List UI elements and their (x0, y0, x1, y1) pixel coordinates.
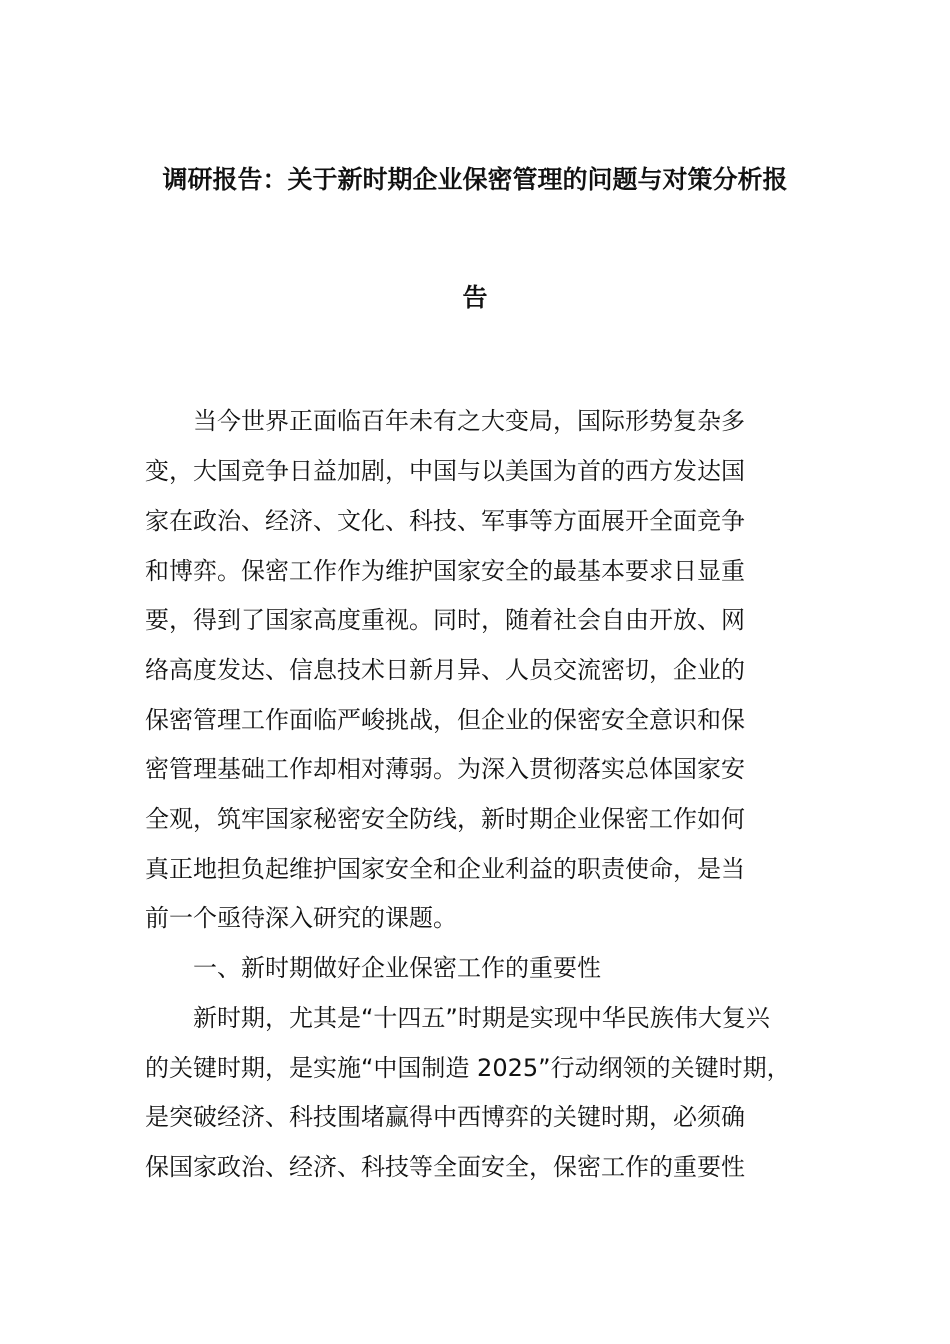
paragraph-line: 是突破经济、科技围堵赢得中西博弈的关键时期，必须确 (145, 1103, 745, 1131)
paragraph-line: 的关键时期，是实施“中国制造 2025”行动纲领的关键时期， (145, 1054, 791, 1082)
paragraph-line: 和博弈。保密工作作为维护国家安全的最基本要求日显重 (145, 557, 745, 585)
paragraph-line: 变，大国竞争日益加剧，中国与以美国为首的西方发达国 (145, 457, 745, 485)
paragraph-line: 保国家政治、经济、科技等全面安全，保密工作的重要性 (145, 1153, 745, 1181)
section-heading: 一、新时期做好企业保密工作的重要性 (193, 954, 601, 982)
paragraph-line: 保密管理工作面临严峻挑战，但企业的保密安全意识和保 (145, 706, 745, 734)
paragraph-line: 要，得到了国家高度重视。同时，随着社会自由开放、网 (145, 606, 745, 634)
paragraph-line: 络高度发达、信息技术日新月异、人员交流密切，企业的 (145, 656, 745, 684)
document-title-line-2: 告 (462, 283, 488, 312)
paragraph-line: 当今世界正面临百年未有之大变局，国际形势复杂多 (193, 407, 745, 435)
paragraph-line: 密管理基础工作却相对薄弱。为深入贯彻落实总体国家安 (145, 755, 745, 783)
paragraph-line: 新时期，尤其是“十四五”时期是实现中华民族伟大复兴 (193, 1004, 770, 1032)
paragraph-line: 全观，筑牢国家秘密安全防线，新时期企业保密工作如何 (145, 805, 745, 833)
paragraph-line: 家在政治、经济、文化、科技、军事等方面展开全面竞争 (145, 507, 745, 535)
paragraph-line: 前一个亟待深入研究的课题。 (145, 904, 457, 932)
paragraph-line: 真正地担负起维护国家安全和企业利益的职责使命，是当 (145, 855, 745, 883)
document-title-line-1: 调研报告：关于新时期企业保密管理的问题与对策分析报 (162, 165, 788, 194)
